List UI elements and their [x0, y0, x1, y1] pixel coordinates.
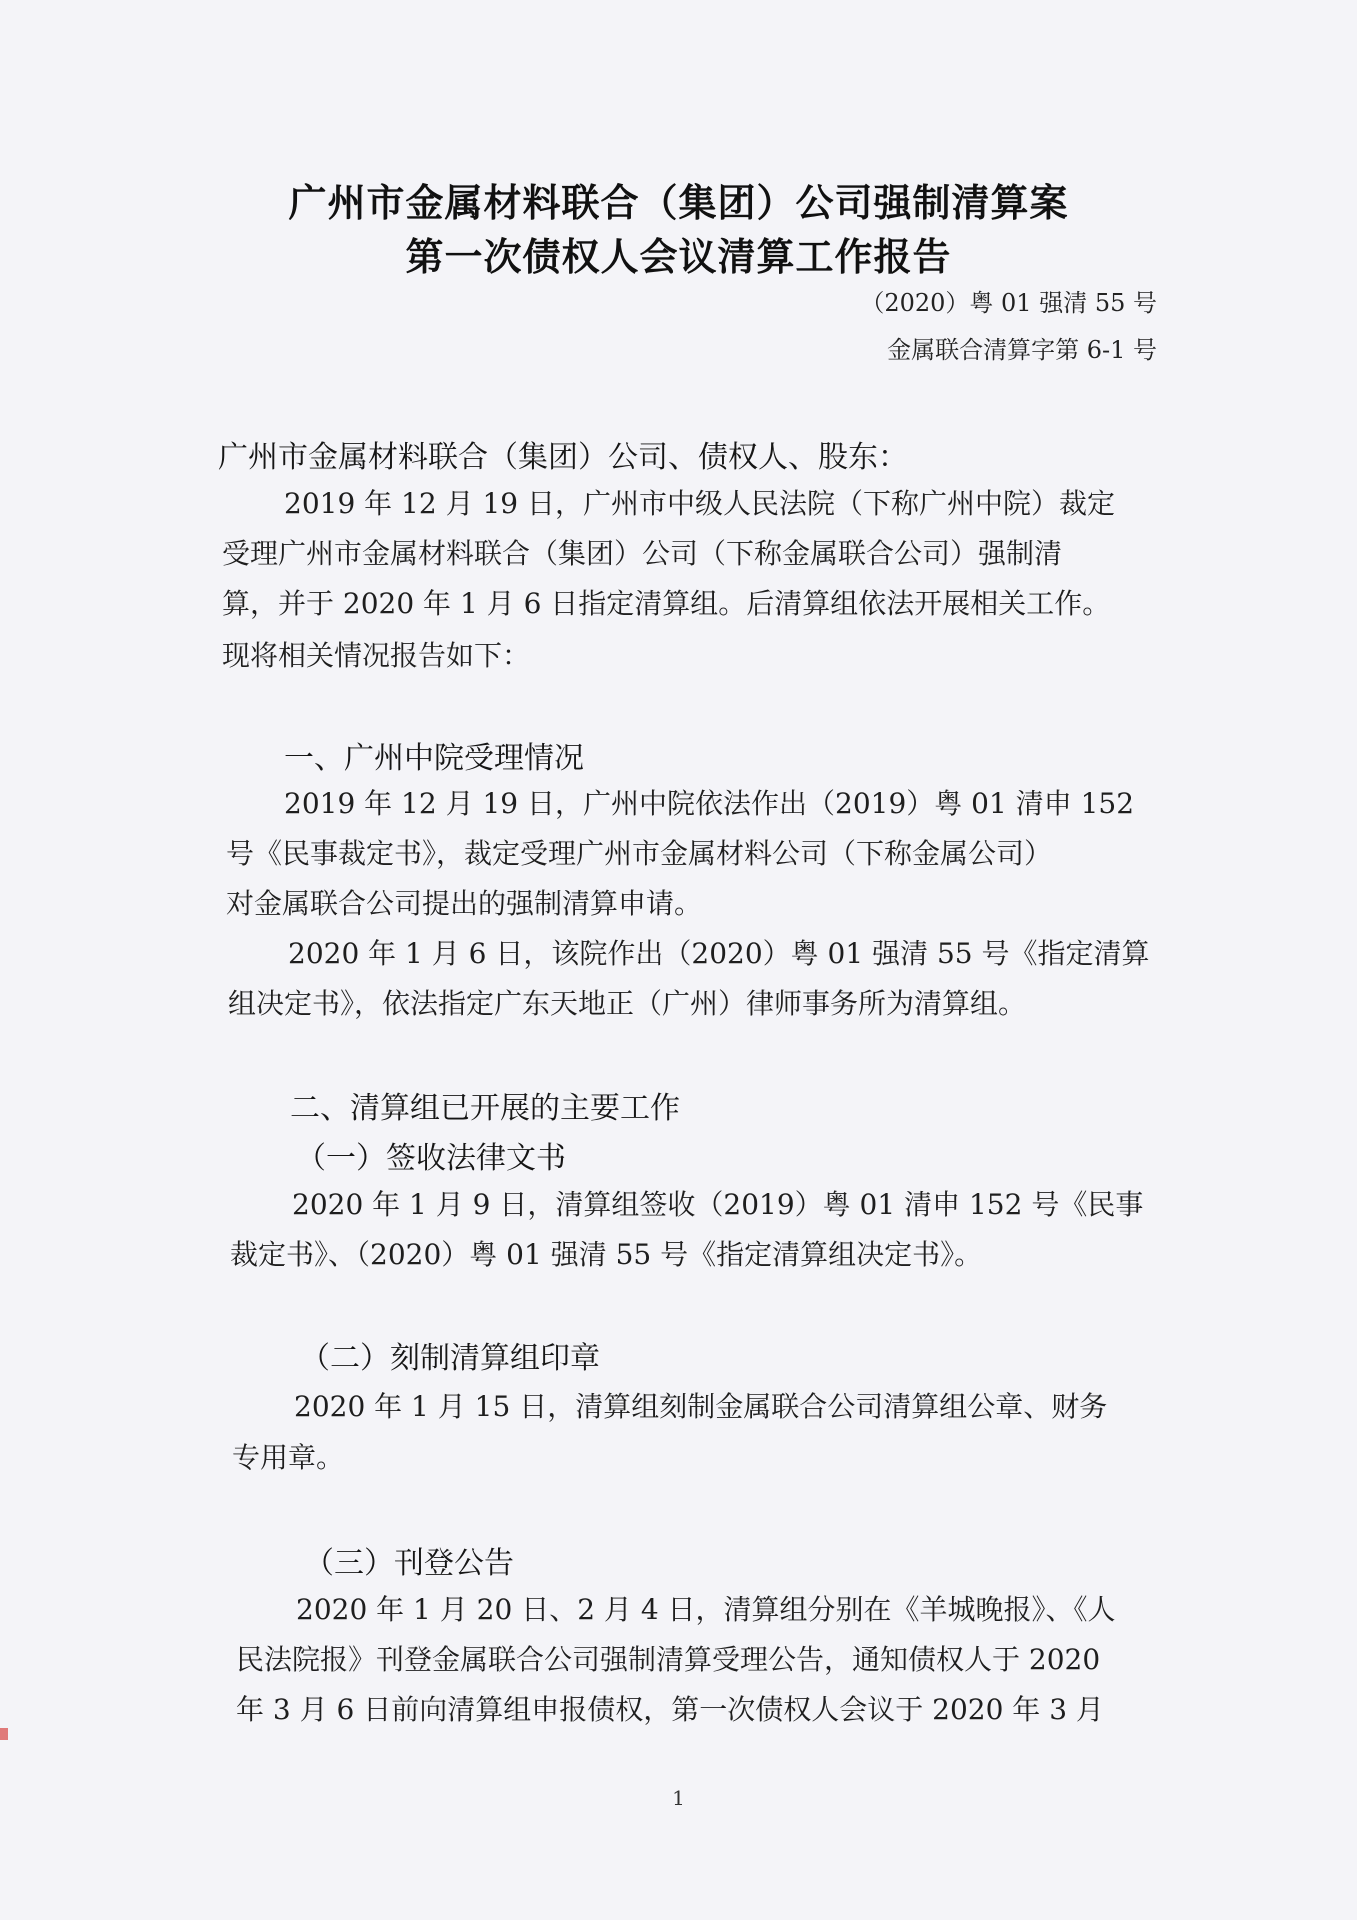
section-1-para-2-line-2: 组决定书》，依法指定广东天地正（广州）律师事务所为清算组。: [228, 987, 1027, 1020]
section-1-para-2-line-1: 2020 年 1 月 6 日，该院作出（2020）粤 01 强清 55 号《指定清算: [288, 937, 1150, 970]
subsection-2-line-1: 2020 年 1 月 15 日，清算组刻制金属联合公司清算组公章、财务: [294, 1390, 1108, 1423]
subsection-3-line-3: 年 3 月 6 日前向清算组申报债权，第一次债权人会议于 2020 年 3 月: [236, 1693, 1104, 1726]
subsection-3-line-2: 民法院报》刊登金属联合公司强制清算受理公告，通知债权人于 2020: [236, 1643, 1101, 1676]
section-1-para-1-line-2: 号《民事裁定书》，裁定受理广州市金属材料公司（下称金属公司）: [226, 837, 1053, 870]
subsection-3-line-1: 2020 年 1 月 20 日、2 月 4 日，清算组分别在《羊城晚报》、《人: [296, 1593, 1116, 1626]
subsection-1-line-1: 2020 年 1 月 9 日，清算组签收（2019）粤 01 清申 152 号《民事: [292, 1188, 1144, 1221]
subsection-2-heading: （二）刻制清算组印章: [300, 1341, 600, 1376]
intro-line-3: 算，并于 2020 年 1 月 6 日指定清算组。后清算组依法开展相关工作。: [222, 587, 1111, 620]
page-number: 1: [672, 1786, 685, 1810]
intro-line-4: 现将相关情况报告如下：: [222, 639, 531, 672]
subsection-1-line-2: 裁定书》、（2020）粤 01 强清 55 号《指定清算组决定书》。: [230, 1238, 983, 1271]
scan-margin-mark: [0, 1728, 8, 1740]
section-1-para-1-line-1: 2019 年 12 月 19 日，广州中院依法作出（2019）粤 01 清申 152: [284, 787, 1135, 820]
intro-line-1: 2019 年 12 月 19 日，广州市中级人民法院（下称广州中院）裁定: [284, 487, 1116, 520]
reference-number: 金属联合清算字第 6-1 号: [887, 336, 1157, 364]
subsection-2-line-2: 专用章。: [232, 1441, 345, 1474]
document-title-line-2: 第一次债权人会议清算工作报告: [405, 235, 952, 279]
section-1-heading: 一、广州中院受理情况: [284, 741, 584, 776]
document-title-line-1: 广州市金属材料联合（集团）公司强制清算案: [288, 181, 1069, 225]
case-number: （2020）粤 01 强清 55 号: [860, 289, 1157, 317]
salutation: 广州市金属材料联合（集团）公司、债权人、股东：: [218, 440, 908, 475]
section-2-heading: 二、清算组已开展的主要工作: [290, 1091, 680, 1126]
intro-line-2: 受理广州市金属材料联合（集团）公司（下称金属联合公司）强制清: [222, 537, 1063, 570]
subsection-3-heading: （三）刊登公告: [304, 1546, 514, 1581]
subsection-1-heading: （一）签收法律文书: [296, 1141, 566, 1176]
section-1-para-1-line-3: 对金属联合公司提出的强制清算申请。: [226, 887, 703, 920]
